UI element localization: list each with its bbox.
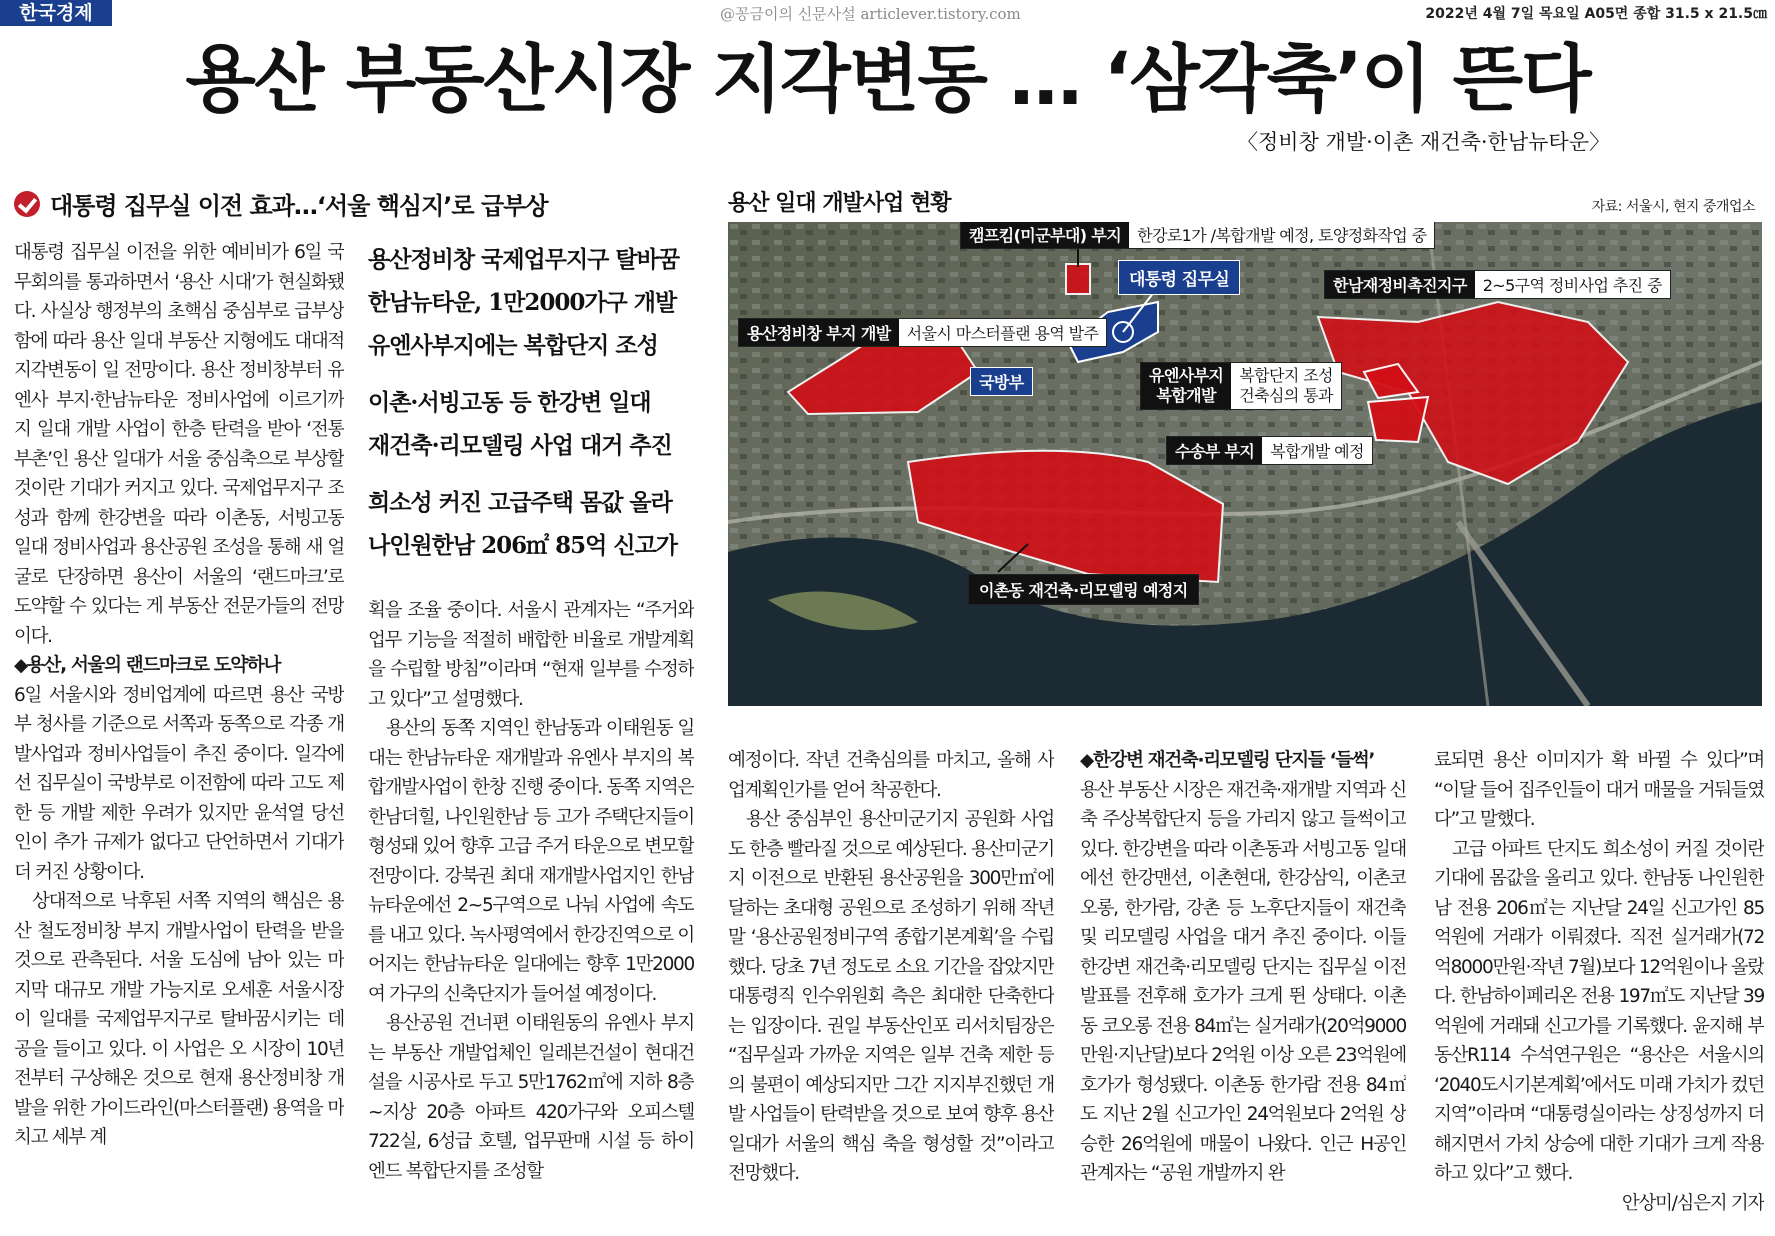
map-source: 자료: 서울시, 현지 중개업소 bbox=[1591, 199, 1755, 215]
key-point: 희소성 커진 고급주택 몸값 올라 bbox=[368, 489, 672, 516]
paragraph: 예정이다. 작년 건축심의를 마치고, 올해 사업계획인가를 얻어 착공한다. bbox=[728, 750, 1054, 801]
paragraph: 용산공원 건너편 이태원동의 유엔사 부지는 부동산 개발업체인 일레븐건설이 현대건설을 시공사로 두고 5만1762㎡에 지하 8층~지상 20층 아파트 420가구와 오피스텔 722실, 6성급 호텔, 업무판매 시설 등 하이엔드 복합단지를 조성할 bbox=[368, 1013, 694, 1182]
key-point: 재건축·리모델링 사업 대거 추진 bbox=[368, 432, 672, 459]
development-map bbox=[728, 222, 1762, 706]
map-label-rail-yard bbox=[738, 318, 1107, 347]
map-label-desc: 한강로1가 /복합개발 예정, 토양정화작업 중 bbox=[1129, 222, 1434, 248]
map-label-desc: 서울시 마스터플랜 용역 발주 bbox=[899, 319, 1107, 346]
map-label-line: 유엔사부지 bbox=[1149, 366, 1224, 385]
map-label-line: 건축심의 통과 bbox=[1239, 386, 1333, 405]
watermark: @꽁금이의 신문사설 articlever.tistory.com bbox=[720, 5, 1021, 23]
key-points bbox=[368, 238, 708, 581]
map-label-name: 캠프킴(미군부대) 부지 bbox=[961, 222, 1129, 248]
article-column-2 bbox=[368, 596, 694, 1233]
section-title bbox=[14, 186, 548, 221]
map-label-name: 한남재정비촉진지구 bbox=[1325, 271, 1475, 298]
key-point-group bbox=[368, 238, 708, 367]
paragraph: 료되면 용산 이미지가 확 바뀔 수 있다”며 “이달 들어 집주인들이 대거 매물을 거둬들였다”고 말했다. bbox=[1434, 750, 1764, 830]
section-title-text: 대통령 집무실 이전 효과…‘서울 핵심지’로 급부상 bbox=[50, 192, 548, 220]
key-point: 이촌·서빙고동 등 한강변 일대 bbox=[368, 389, 651, 416]
map-label-name: 수송부 부지 bbox=[1167, 437, 1262, 464]
paragraph: 용산의 동쪽 지역인 한남동과 이태원동 일대는 한남뉴타운 재개발과 유엔사 부지의 복합개발사업이 한창 진행 중이다. 동쪽 지역은 한남더힐, 나인원한남 등 고가 주택단지들이 형성돼 있어 향후 고급 주거 타운으로 변모할 전망이다. 강북권 최대 재개발사업지인 한남뉴타운에선 2~5구역으로 나눠 사업에 속도를 내고 있다. 녹사평역에서 한강진역으로 이어지는 한남뉴타운 일대에는 향후 1만2000여 가구의 신축단지가 들어설 예정이다. bbox=[368, 718, 694, 1005]
map-label-line: 복합개발 bbox=[1156, 386, 1216, 405]
article-column-1 bbox=[14, 238, 344, 1233]
dateline: 2022년 4월 7일 목요일 A05면 종합 31.5 x 21.5㎝ bbox=[1425, 6, 1767, 22]
subheadline: 〈정비창 개발·이촌 재건축·한남뉴타운〉 bbox=[1237, 130, 1610, 154]
article-column-4 bbox=[1080, 746, 1406, 1233]
map-label-name: 용산정비창 부지 개발 bbox=[739, 319, 899, 346]
key-point: 나인원한남 206㎡ 85억 신고가 bbox=[368, 532, 678, 559]
paragraph: 대통령 집무실 이전을 위한 예비비가 6일 국무회의를 통과하면서 ‘용산 시대’가 현실화됐다. 사실상 행정부의 초핵심 중심부로 급부상함에 따라 용산 일대 부동산 지형에도 대대적 지각변동이 일 전망이다. 용산 정비창부터 유엔사 부지·한남뉴타운 정비사업에 이르기까지 일대 개발 사업이 한층 탄력을 받아 ‘전통 부촌’인 용산 일대가 서울 중심축으로 부상할 것이란 기대가 커지고 있다. 국제업무지구 조성과 함께 한강변을 따라 이촌동, 서빙고동 일대 정비사업과 용산공원 조성을 통해 새 얼굴로 단장하면 용산이 서울의 ‘랜드마크’로 도약할 수 있다는 게 부동산 전문가들의 전망이다. bbox=[14, 242, 344, 647]
subsection-heading: ◆용산, 서울의 랜드마크로 도약하나 bbox=[14, 655, 281, 676]
map-label-transport bbox=[1166, 436, 1373, 465]
check-icon bbox=[14, 191, 40, 217]
headline: 용산 부동산시장 지각변동 … ‘삼각축’이 뜬다 bbox=[185, 37, 1590, 122]
key-point-group bbox=[368, 381, 708, 467]
key-point: 유엔사부지에는 복합단지 조성 bbox=[368, 332, 658, 359]
newspaper-logo: 한국경제 bbox=[0, 0, 112, 26]
masthead bbox=[0, 0, 1775, 28]
paragraph: 획을 조율 중이다. 서울시 관계자는 “주거와 업무 기능을 적절히 배합한 비율로 개발계획을 수립할 방침”이라며 “현재 일부를 수정하고 있다”고 설명했다. bbox=[368, 600, 694, 710]
map-label-camp-kim bbox=[960, 222, 1435, 249]
article-column-3 bbox=[728, 746, 1054, 1233]
paragraph: 용산 부동산 시장은 재건축·재개발 지역과 신축 주상복합단지 등을 가리지 않고 들썩이고 있다. 한강변을 따라 이촌동과 서빙고동 일대에선 한강맨션, 이촌현대, 한강삼익, 이촌코오롱, 한가람, 강촌 등 노후단지들이 재건축 및 리모델링 사업을 대거 추진 중이다. 이들 한강변 재건축·리모델링 단지는 집무실 이전 발표를 전후해 호가가 크게 뛴 상태다. 이촌동 코오롱 전용 84㎡는 실거래가(20억9000만원·지난달)보다 2억원 이상 오른 23억원에 호가가 형성됐다. 이촌동 한가람 전용 84㎡도 지난 2월 신고가인 24억원보다 2억원 상승한 26억원에 매물이 나왔다. 인근 H공인 관계자는 “공원 개발까지 완 bbox=[1080, 779, 1406, 1184]
paragraph: 6일 서울시와 정비업계에 따르면 용산 국방부 청사를 기준으로 서쪽과 동쪽으로 각종 개발사업과 정비사업들이 추진 중이다. 일각에선 집무실이 국방부로 이전함에 따라 고도 제한 등 개발 제한 우려가 있지만 윤석열 당선인이 추가 규제가 없다고 단언하면서 기대가 더 커진 상황이다. bbox=[14, 684, 344, 883]
article-column-5 bbox=[1434, 746, 1764, 1233]
key-point-group bbox=[368, 481, 708, 567]
key-point: 한남뉴타운, 1만2000가구 개발 bbox=[368, 289, 677, 316]
byline: 안상미/심은지 기자 bbox=[1621, 1192, 1764, 1214]
map-label-ichon: 이촌동 재건축·리모델링 예정지 bbox=[968, 574, 1199, 605]
map-label-presidential-office: 대통령 집무실 bbox=[1118, 260, 1240, 295]
map-title: 용산 일대 개발사업 현황 bbox=[728, 191, 951, 216]
map-label-name bbox=[1141, 363, 1231, 409]
map-label-desc: 복합개발 예정 bbox=[1262, 437, 1372, 464]
map-label-desc bbox=[1231, 363, 1341, 409]
paragraph: 상대적으로 낙후된 서쪽 지역의 핵심은 용산 철도정비창 부지 개발사업이 탄력을 받을 것으로 관측된다. 서울 도심에 남아 있는 마지막 대규모 개발 가능지로 오세훈 서울시장이 일대를 국제업무지구로 탈바꿈시키는 데 공을 들이고 있다. 이 사업은 오 시장이 10년 전부터 구상해온 것으로 현재 용산정비창 개발을 위한 가이드라인(마스터플랜) 용역을 마치고 세부 계 bbox=[14, 891, 344, 1148]
paragraph: 고급 아파트 단지도 희소성이 커질 것이란 기대에 몸값을 올리고 있다. 한남동 나인원한남 전용 206㎡는 지난달 24일 신고가인 85억원에 거래가 이뤄졌다. 직전 실거래가(72억8000만원·작년 7월)보다 12억원이나 올랐다. 한남하이페리온 전용 197㎡도 지난달 39억원에 거래돼 신고가를 기록했다. 윤지해 부동산R114 수석연구원은 “용산은 서울시의 ‘2040도시기본계획’에서도 미래 가치가 컸던 지역”이라며 “대통령실이라는 상징성까지 더해지면서 가치 상승에 대한 기대가 크게 작용하고 있다”고 했다. bbox=[1434, 838, 1764, 1184]
map-label-line: 복합단지 조성 bbox=[1239, 366, 1333, 385]
key-point: 용산정비창 국제업무지구 탈바꿈 bbox=[368, 246, 680, 273]
map-label-desc: 2~5구역 정비사업 추진 중 bbox=[1475, 271, 1670, 298]
subsection-heading: ◆한강변 재건축·리모델링 단지들 ‘들썩’ bbox=[1080, 750, 1375, 771]
map-label-mnd: 국방부 bbox=[970, 367, 1033, 396]
paragraph: 용산 중심부인 용산미군기지 공원화 사업도 한층 빨라질 것으로 예상된다. 용산미군기지 이전으로 반환된 용산공원을 300만㎡에 달하는 초대형 공원으로 조성하기 위해 작년 말 ‘용산공원정비구역 종합기본계획’을 수립했다. 당초 7년 정도로 소요 기간을 잡았지만 대통령직 인수위원회 측은 최대한 단축한다는 입장이다. 권일 부동산인포 리서치팀장은 “집무실과 가까운 지역은 일부 건축 제한 등의 불편이 예상되지만 그간 지지부진했던 개발 사업들이 탄력받을 것으로 보여 향후 용산 일대가 서울의 핵심 축을 형성할 것”이라고 전망했다. bbox=[728, 809, 1054, 1184]
map-label-uns bbox=[1140, 362, 1342, 410]
map-label-hannam bbox=[1324, 270, 1671, 299]
